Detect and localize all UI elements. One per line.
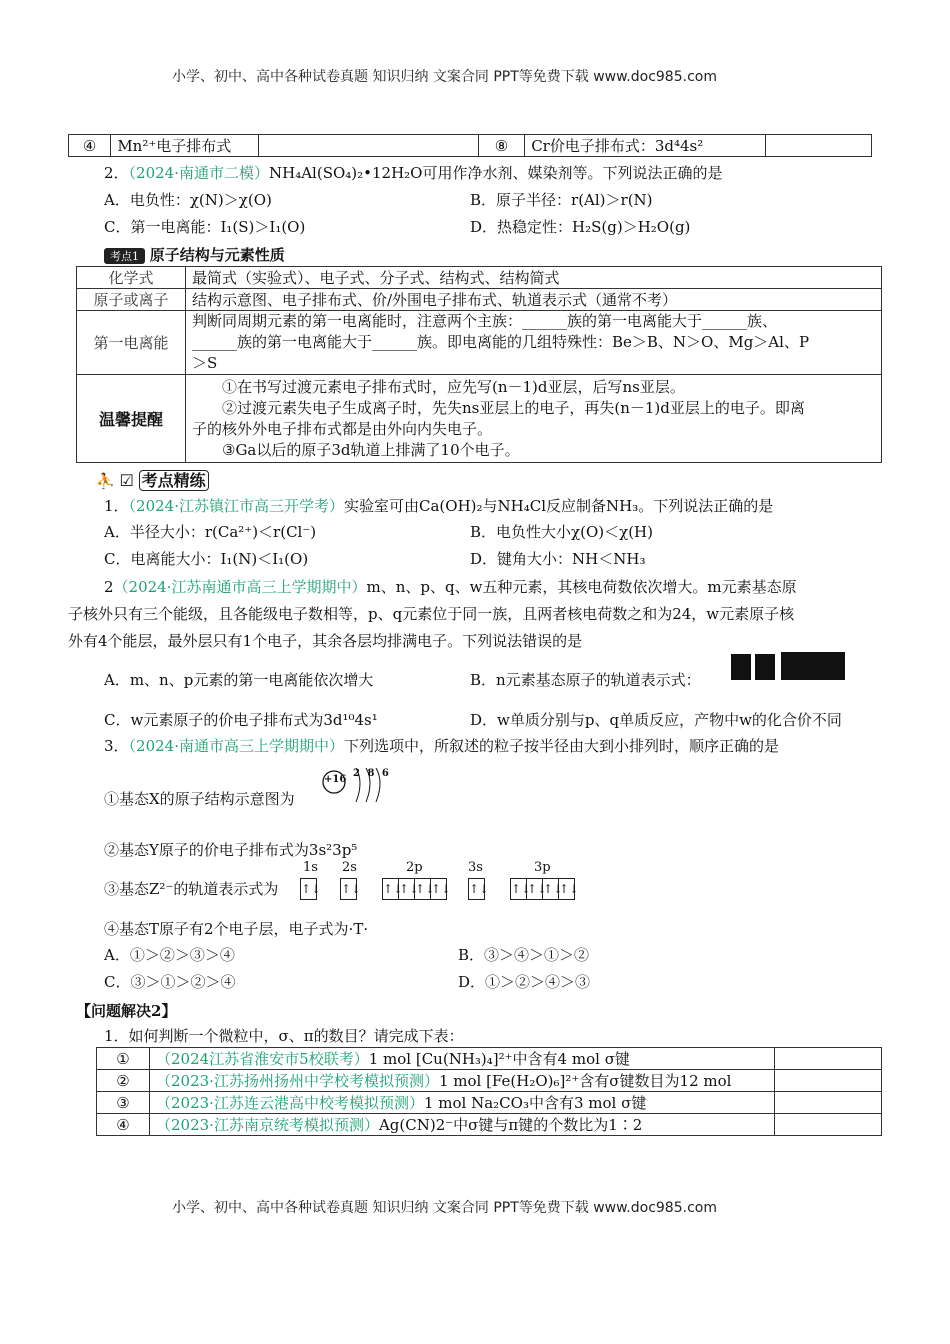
row-num: ⑧ (478, 135, 524, 157)
option-d: D．w单质分别与p、q单质反应，产物中w的化合价不同 (470, 711, 842, 729)
practice-1: 1．（2024·江苏镇江市高三开学考）实验室可由Ca(OH)₂与NH₄Cl反应制备NH₃。下列说法正确的是 (104, 497, 774, 515)
redacted-orbital-box (781, 652, 845, 680)
practice-heading: ⛹ ☑ 考点精练 (96, 468, 209, 491)
problem-title: 【问题解决2】 (76, 1002, 177, 1020)
option-c: C．电离能大小：I₁(N)＜I₁(O) (104, 550, 309, 568)
option-b: B．n元素基态原子的轨道表示式： (470, 671, 701, 689)
option-c: C．③＞①＞②＞④ (104, 973, 236, 991)
question-2: 2．（2024·南通市二模）NH₄Al(SO₄)₂•12H₂O可用作净水剂、媒染剂等。下列说法正确的是 (104, 164, 723, 182)
orbital-diagram: 1s 2s 2p 3s 3p ↑↓ ↑↓ ↑↓↑↓↑↓↑↓ ↑↓ ↑↓↑↓↑↓↑↓ (298, 862, 588, 902)
reminder-label: 温馨提醒 (77, 375, 186, 463)
option-c: C．w元素原子的价电子排布式为3d¹⁰4s¹ (104, 711, 378, 729)
section-tag: 考点1 (104, 248, 145, 264)
practice-3: 3．（2024·南通市高三上学期期中）下列选项中，所叙述的粒子按半径由大到小排列时，顺序正确的是 (104, 737, 780, 755)
option-b: B．原子半径：r(Al)＞r(N) (470, 191, 653, 209)
checkbox-icon: ☑ (119, 471, 134, 490)
item-3: ③基态Z²⁻的轨道表示式为 (104, 880, 279, 898)
section-heading: 考点1 原子结构与元素性质 (104, 244, 285, 265)
option-d: D．键角大小：NH＜NH₃ (470, 550, 646, 568)
item-2: ②基态Y原子的价电子排布式为3s²3p⁵ (104, 841, 358, 859)
option-d: D．热稳定性：H₂S(g)＞H₂O(g) (470, 218, 691, 236)
runner-icon: ⛹ (96, 472, 115, 490)
item-1: ①基态X的原子结构示意图为 (104, 790, 295, 808)
option-a: A．m、n、p元素的第一电离能依次增大 (104, 671, 374, 689)
top-row-table (68, 134, 872, 157)
row-num: ④ (69, 135, 111, 157)
option-a: A．电负性：χ(N)＞χ(O) (104, 191, 272, 209)
problem-intro: 1．如何判断一个微粒中，σ、π的数目？请完成下表： (104, 1027, 464, 1045)
item-4: ④基态T原子有2个电子层，电子式为·T· (104, 920, 369, 938)
page-footer: 小学、初中、高中各种试卷真题 知识归纳 文案合同 PPT等免费下载 www.doc985.com (172, 1200, 717, 1216)
option-d: D．①＞②＞④＞③ (458, 973, 591, 991)
option-b: B．③＞④＞①＞② (458, 946, 590, 964)
sigma-pi-table: ① （2024江苏省淮安市5校联考）1 mol [Cu(NH₃)₄]²⁺中含有4 mol σ键 ② （2023·江苏扬州扬州中学校考模拟预测）1 mol [Fe(H₂O)₆]²⁺含有σ键数目为12 mol ③ （2023·江苏连云港高中校考模拟预测）1 mol Na₂CO₃中含有3 mol σ键 ④ （2023·江苏南京统考模拟预测）Ag(CN)2⁻中σ键与π键的个数比为1∶2 (96, 1047, 882, 1136)
option-c: C．第一电离能：I₁(S)＞I₁(O) (104, 218, 306, 236)
cell-text: Cr价电子排布式：3d⁴4s² (525, 135, 765, 157)
practice-2: 2（2024·江苏南通市高三上学期期中）m、n、p、q、w五种元素，其核电荷数依次增大。m元素基态原 (104, 578, 797, 596)
option-a: A．①＞②＞③＞④ (104, 946, 235, 964)
page-header: 小学、初中、高中各种试卷真题 知识归纳 文案合同 PPT等免费下载 www.doc985.com (172, 69, 717, 85)
knowledge-table: 化学式 最简式（实验式）、电子式、分子式、结构式、结构简式 原子或离子 结构示意图、电子排布式、价/外围电子排布式、轨道表示式（通常不考） 第一电离能 判断同周期元素的第一电离能时，注意两个主族：______族的第一电离能大于______族、 ______族的第一电离能大于______族。即电离能的几组特殊性：Be＞B、N＞O、Mg＞Al、P ＞S 温馨提醒 ①在书写过渡元素电子排布式时，应先写(n－1)d亚层，后写ns亚层。 ②过渡元素失电子生成离子时，先失ns亚层上的电子，再失(n－1)d亚层上的电子。即离 子的核外外电子排布式都是由外向内失电子。 ③Ga以后的原子3d轨道上排满了10个电子。 (76, 266, 882, 463)
redacted-orbital-box (755, 654, 775, 680)
redacted-orbital-box (731, 654, 751, 680)
option-a: A．半径大小：r(Ca²⁺)＜r(Cl⁻) (104, 523, 317, 541)
atom-structure-diagram: +16 2 8 6 (320, 766, 384, 806)
option-b: B．电负性大小χ(O)＜χ(H) (470, 523, 653, 541)
cell-text: Mn²⁺电子排布式 (111, 135, 259, 157)
